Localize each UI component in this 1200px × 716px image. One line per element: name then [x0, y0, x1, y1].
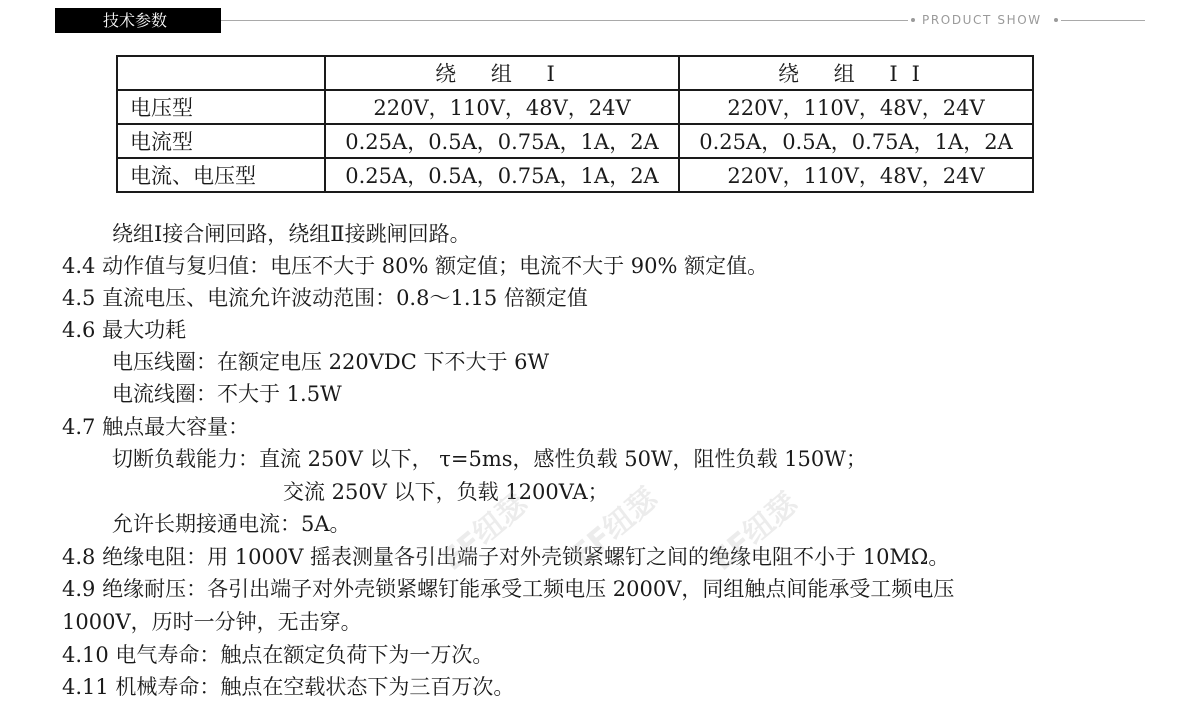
table-row — [117, 90, 1033, 124]
watermark-logo: EF纽瑟 — [565, 481, 666, 573]
table-header-corner — [117, 56, 325, 90]
row-label: 电流、电压型 — [117, 158, 325, 192]
spec-4-9-continued: 1000V，历时一分钟，无击穿。 — [62, 610, 362, 634]
watermark-logo: EF纽瑟 — [705, 486, 806, 578]
winding-parameter-table — [116, 55, 1034, 193]
winding-2-value: 220V，110V，48V，24V — [679, 90, 1033, 124]
product-show-label: PRODUCT SHOW — [922, 13, 1042, 27]
header-dot-left — [911, 18, 915, 22]
table-header-row — [117, 56, 1033, 90]
spec-4-6-voltage-coil: 电压线圈：在额定电压 220VDC 下不大于 6W — [112, 350, 550, 374]
spec-4-7-heading: 4.7 触点最大容量： — [62, 415, 250, 439]
table-row — [117, 158, 1033, 192]
row-label: 电流型 — [117, 124, 325, 158]
spec-4-11: 4.11 机械寿命：触点在空载状态下为三百万次。 — [62, 675, 515, 699]
section-title-tab: 技术参数 — [55, 8, 221, 33]
spec-4-8: 4.8 绝缘电阻：用 1000V 摇表测量各引出端子对外壳锁紧螺钉之间的绝缘电阻不小于 10MΩ。 — [62, 545, 950, 569]
spec-4-6-current-coil: 电流线圈：不大于 1.5W — [112, 382, 342, 406]
header-divider-right — [1061, 20, 1145, 21]
spec-4-10: 4.10 电气寿命：触点在额定负荷下为一万次。 — [62, 643, 494, 667]
winding-1-value: 220V，110V，48V，24V — [325, 90, 679, 124]
spec-4-7-continuous-current: 允许长期接通电流：5A。 — [112, 512, 351, 536]
spec-4-5: 4.5 直流电压、电流允许波动范围：0.8～1.15 倍额定值 — [62, 286, 588, 310]
row-label: 电压型 — [117, 90, 325, 124]
watermark-logo: EF纽瑟 — [435, 486, 536, 578]
table-header-winding-1: 绕 组 I — [325, 56, 679, 90]
winding-2-value: 0.25A，0.5A，0.75A，1A，2A — [679, 124, 1033, 158]
winding-2-value: 220V，110V，48V，24V — [679, 158, 1033, 192]
spec-4-6-heading: 4.6 最大功耗 — [62, 318, 187, 342]
header-dot-right — [1054, 18, 1058, 22]
winding-note: 绕组Ⅰ接合闸回路，绕组Ⅱ接跳闸回路。 — [112, 222, 471, 246]
winding-1-value: 0.25A，0.5A，0.75A，1A，2A — [325, 158, 679, 192]
table-row — [117, 124, 1033, 158]
spec-4-4: 4.4 动作值与复归值：电压不大于 80% 额定值；电流不大于 90% 额定值。 — [62, 254, 769, 278]
spec-4-7-breaking-ac: 交流 250V 以下，负载 1200VA； — [283, 480, 609, 504]
spec-4-7-breaking-dc: 切断负载能力：直流 250V 以下， τ=5ms，感性负载 50W，阻性负载 150W； — [112, 447, 867, 471]
winding-1-value: 0.25A，0.5A，0.75A，1A，2A — [325, 124, 679, 158]
table-header-winding-2: 绕 组 II — [679, 56, 1033, 90]
header-divider-left — [221, 20, 908, 21]
spec-4-9: 4.9 绝缘耐压：各引出端子对外壳锁紧螺钉能承受工频电压 2000V，同组触点间能承受工频电压 — [62, 577, 955, 601]
